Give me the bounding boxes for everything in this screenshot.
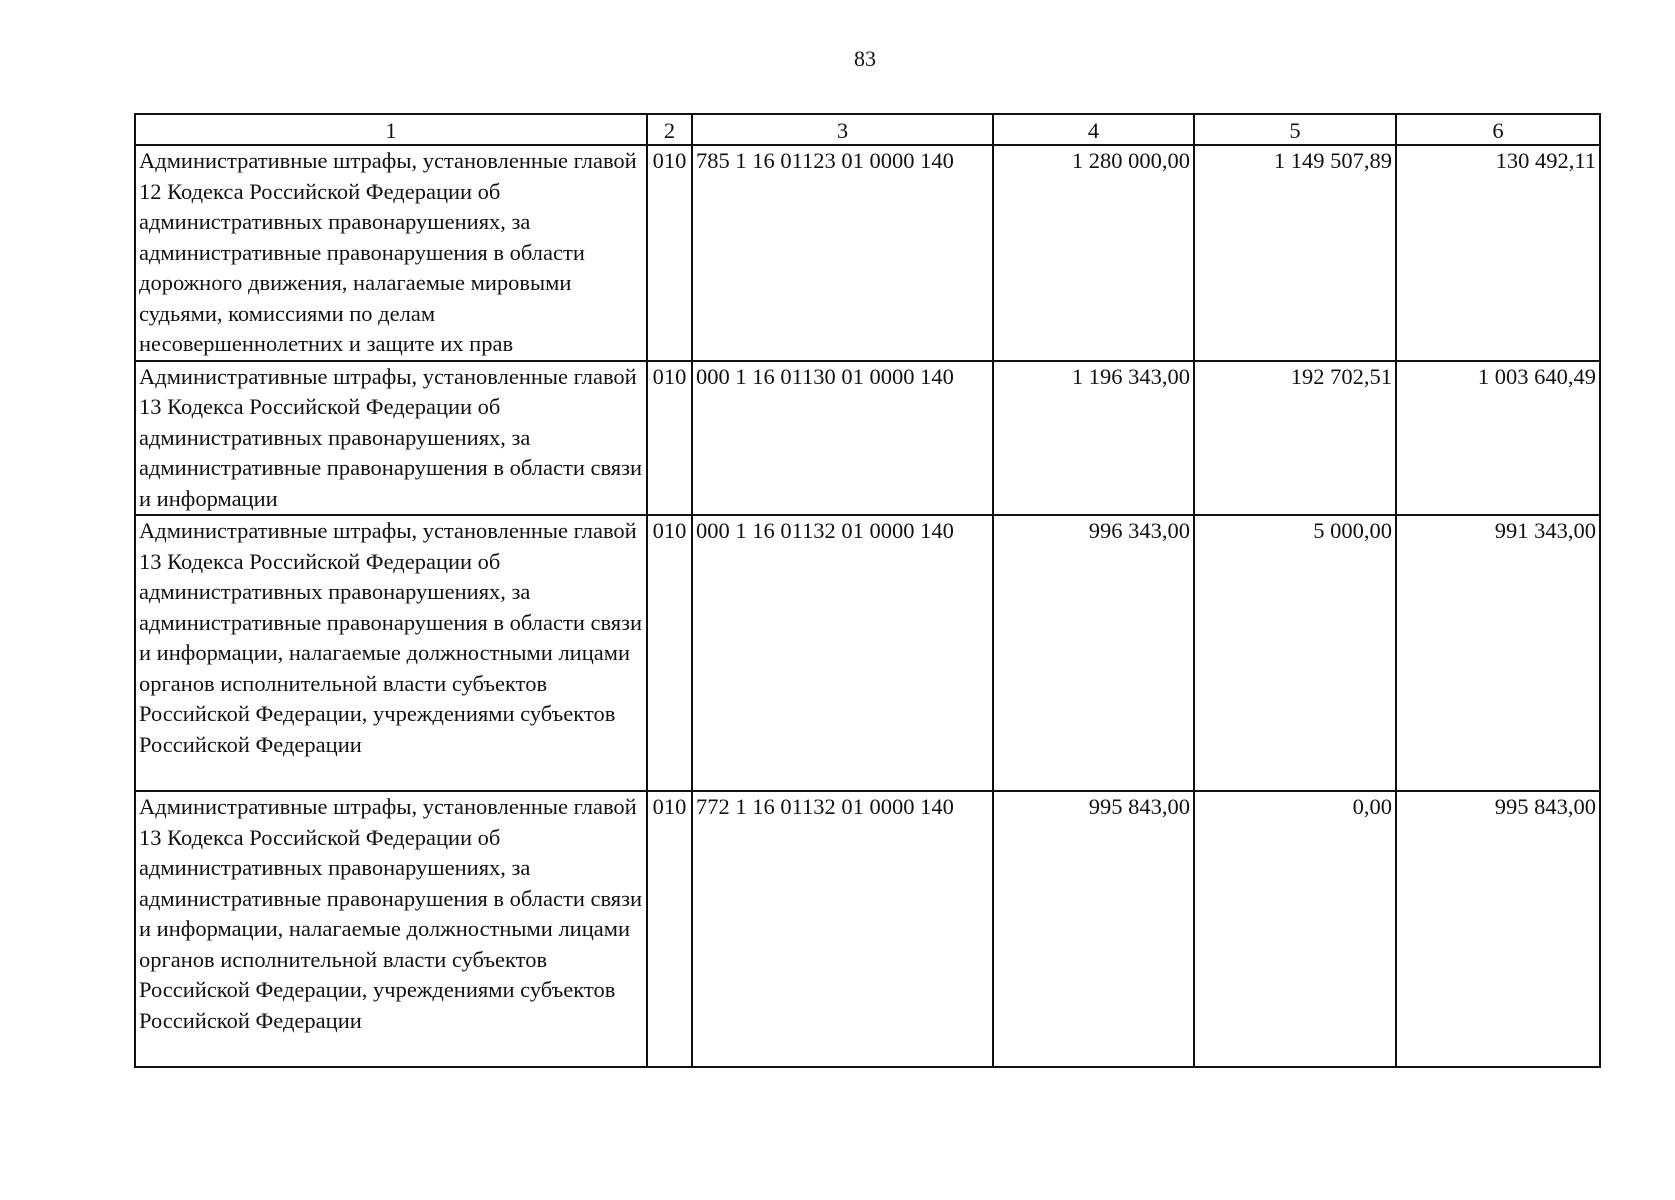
table-row xyxy=(135,791,1600,1067)
header-col-2: 2 xyxy=(647,114,692,145)
row-col4-value: 1 280 000,00 xyxy=(993,145,1194,361)
row-col6-value: 991 343,00 xyxy=(1396,515,1600,791)
row-col4-value: 996 343,00 xyxy=(993,515,1194,791)
row-kbk-code: 000 1 16 01130 01 0000 140 xyxy=(692,361,993,516)
table-row xyxy=(135,145,1600,361)
page-number: 83 xyxy=(854,46,876,71)
row-kbk-code: 000 1 16 01132 01 0000 140 xyxy=(692,515,993,791)
row-kbk-code: 785 1 16 01123 01 0000 140 xyxy=(692,145,993,361)
table-row xyxy=(135,515,1600,791)
row-col6-value: 130 492,11 xyxy=(1396,145,1600,361)
row-kbk-code: 772 1 16 01132 01 0000 140 xyxy=(692,791,993,1067)
row-col5-value: 192 702,51 xyxy=(1194,361,1396,516)
row-col4-value: 995 843,00 xyxy=(993,791,1194,1067)
row-description: Административные штрафы, установленные главой 13 Кодекса Российской Федерации об административных правонарушениях, за административные правонарушения в области связи и информации, налагаемые должностными лицами органов исполнительной власти субъектов Российской Федерации, учреждениями субъектов Российской Федерации xyxy=(135,515,647,791)
row-col5-value: 0,00 xyxy=(1194,791,1396,1067)
row-line-code: 010 xyxy=(647,515,692,791)
row-line-code: 010 xyxy=(647,791,692,1067)
row-col6-value: 995 843,00 xyxy=(1396,791,1600,1067)
row-description: Административные штрафы, установленные главой 13 Кодекса Российской Федерации об административных правонарушениях, за административные правонарушения в области связи и информации xyxy=(135,361,647,516)
report-table xyxy=(134,113,1601,1068)
row-col5-value: 5 000,00 xyxy=(1194,515,1396,791)
row-col5-value: 1 149 507,89 xyxy=(1194,145,1396,361)
header-col-3: 3 xyxy=(692,114,993,145)
header-col-4: 4 xyxy=(993,114,1194,145)
row-description: Административные штрафы, установленные главой 13 Кодекса Российской Федерации об административных правонарушениях, за административные правонарушения в области связи и информации, налагаемые должностными лицами органов исполнительной власти субъектов Российской Федерации, учреждениями субъектов Российской Федерации xyxy=(135,791,647,1067)
table-row xyxy=(135,361,1600,516)
row-description: Административные штрафы, установленные главой 12 Кодекса Российской Федерации об административных правонарушениях, за административные правонарушения в области дорожного движения, налагаемые мировыми судьями, комиссиями по делам несовершеннолетних и защите их прав xyxy=(135,145,647,361)
row-line-code: 010 xyxy=(647,145,692,361)
row-col4-value: 1 196 343,00 xyxy=(993,361,1194,516)
header-col-5: 5 xyxy=(1194,114,1396,145)
row-col6-value: 1 003 640,49 xyxy=(1396,361,1600,516)
header-col-1: 1 xyxy=(135,114,647,145)
header-col-6: 6 xyxy=(1396,114,1600,145)
header-row xyxy=(135,114,1600,145)
row-line-code: 010 xyxy=(647,361,692,516)
